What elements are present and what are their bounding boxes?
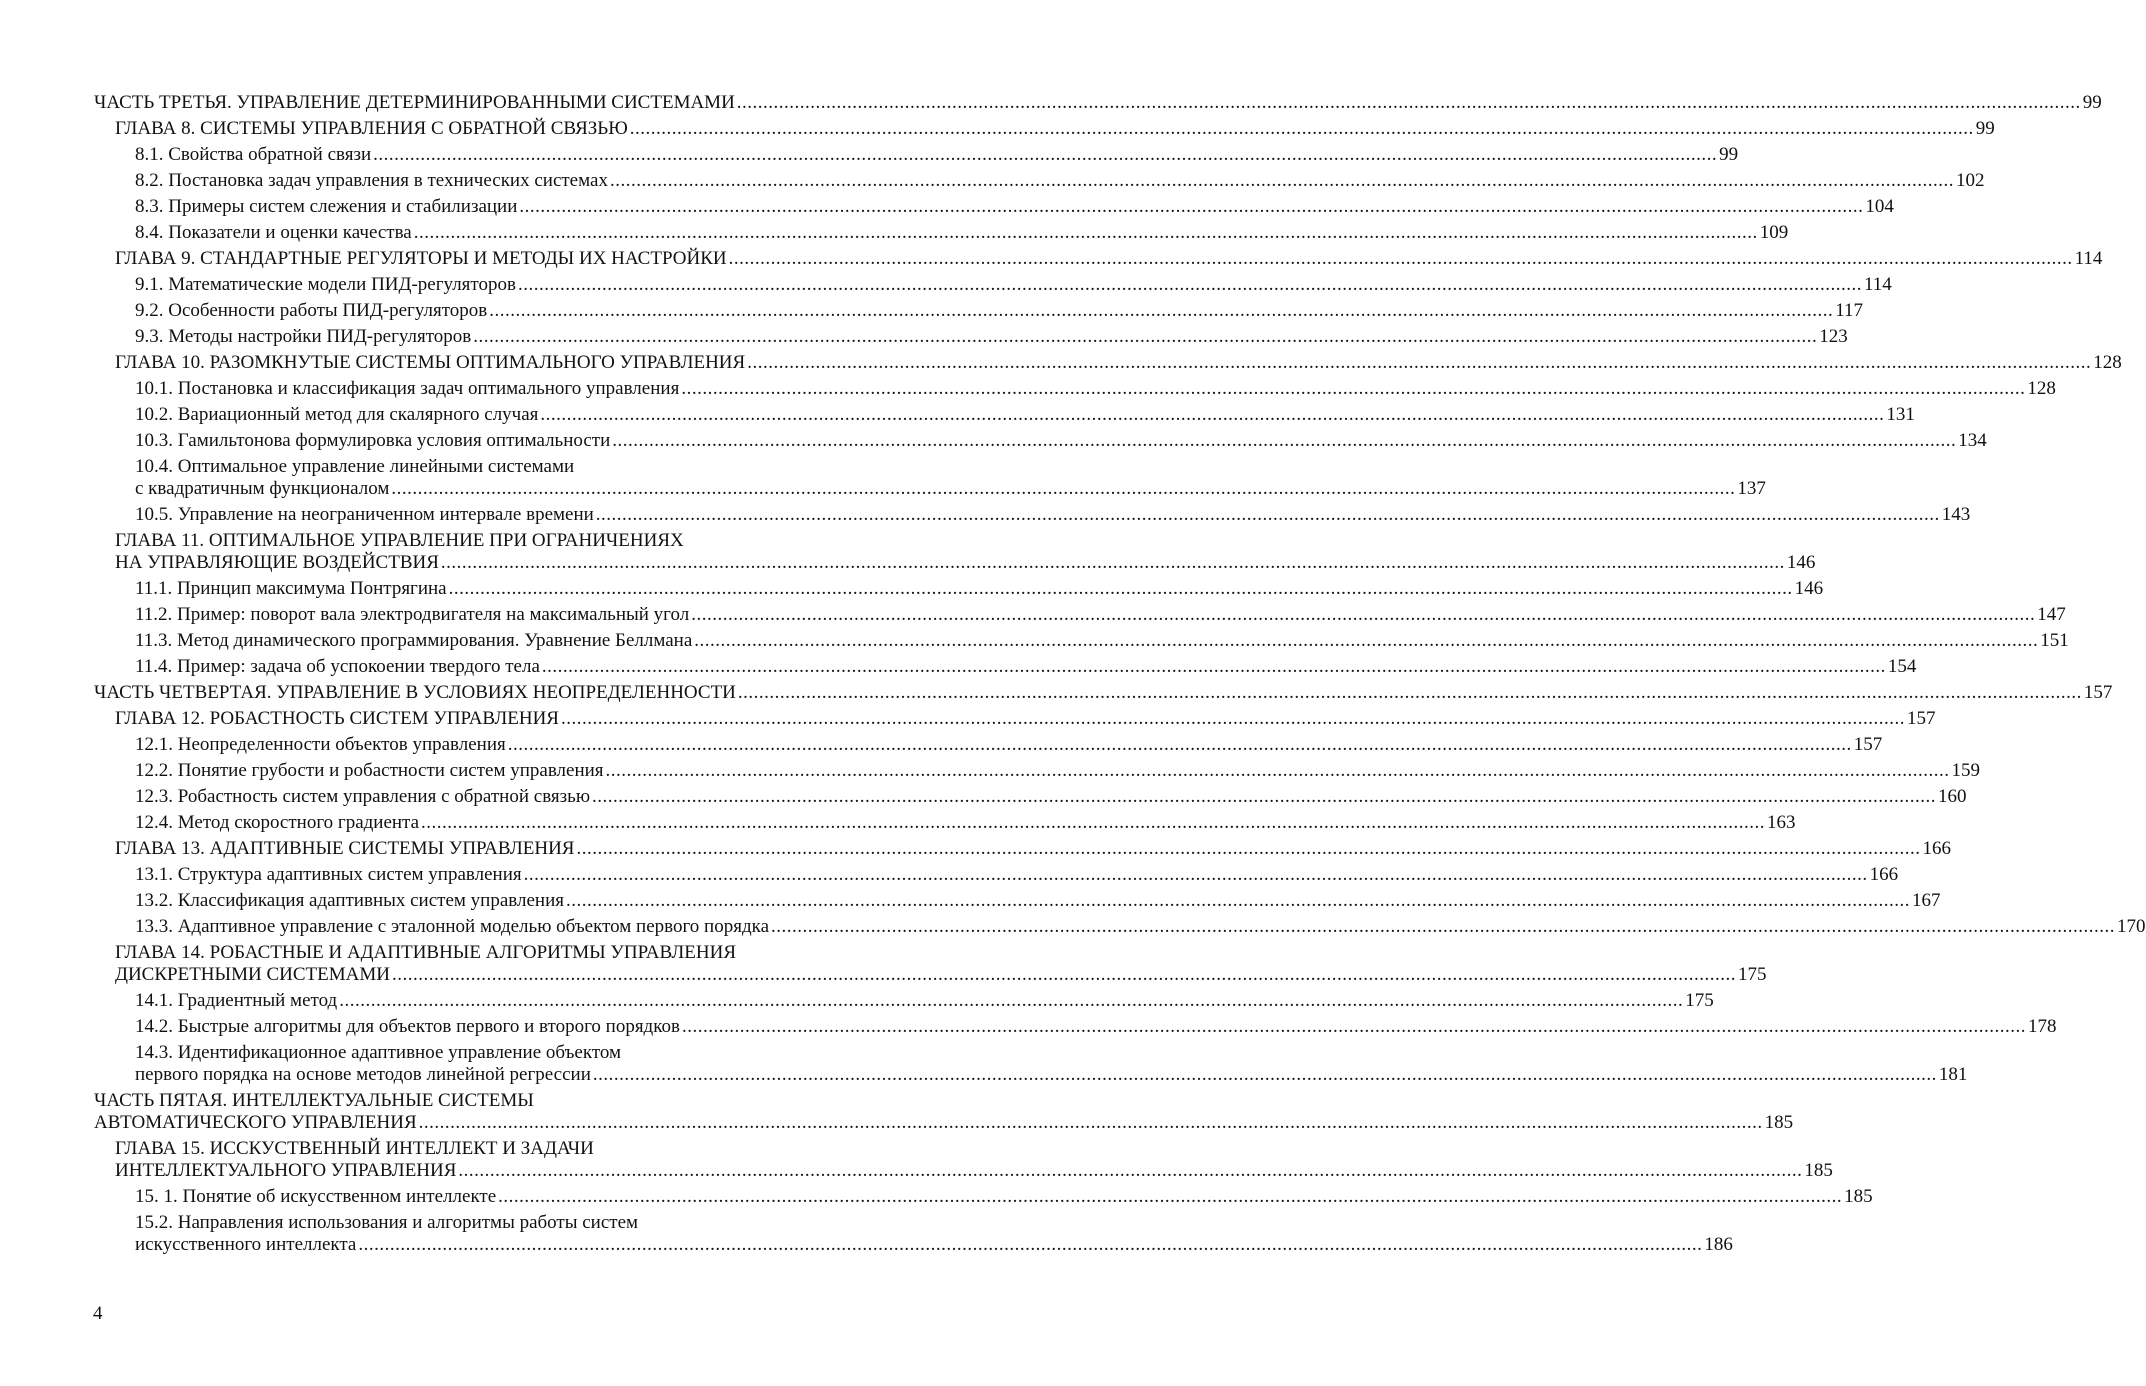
dot-leader [508,734,1852,756]
toc-entry [94,682,2113,704]
toc-entry [94,864,1899,886]
toc-entry-title: 8.4. Показатели и оценки качества [135,222,412,243]
dot-leader [747,352,2091,374]
toc-entry-title: 12.2. Понятие грубости и робастности систем управления [135,760,604,781]
toc-entry [94,942,1767,986]
toc-entry [94,630,2069,652]
toc-entry-page: 151 [2040,630,2069,651]
toc-entry-title: 9.2. Особенности работы ПИД-регуляторов [135,300,488,321]
dot-leader [606,760,1950,782]
toc-entry-title-line: ГЛАВА 14. РОБАСТНЫЕ И АДАПТИВНЫЕ АЛГОРИТМЫ УПРАВЛЕНИЯ [115,942,737,963]
dot-leader [421,812,1765,834]
toc-entry-title: 10.1. Постановка и классификация задач оптимального управления [135,378,680,399]
dot-leader [358,1234,1702,1256]
toc-entry-title: АВТОМАТИЧЕСКОГО УПРАВЛЕНИЯ [94,1112,417,1133]
toc-entry-page: 123 [1819,326,1848,347]
toc-entry-page: 181 [1938,1064,1968,1085]
toc-entry-row [135,630,2069,652]
toc-entry-title-line: 10.4. Оптимальное управление линейными системами [135,456,575,477]
toc-entry-page: 157 [1853,734,1883,755]
toc-entry [94,118,1995,140]
toc-entry-title: ГЛАВА 13. АДАПТИВНЫЕ СИСТЕМЫ УПРАВЛЕНИЯ [115,838,575,859]
toc-entry-title: ЧАСТЬ ЧЕТВЕРТАЯ. УПРАВЛЕНИЕ В УСЛОВИЯХ НЕОПРЕДЕЛЕННОСТИ [94,682,736,703]
toc-entry-page: 175 [1737,964,1767,985]
toc-entry-title: 8.2. Постановка задач управления в технических системах [135,170,608,191]
toc-entry-title: НА УПРАВЛЯЮЩИЕ ВОЗДЕЙСТВИЯ [115,552,439,573]
toc-entry-title: 14.1. Градиентный метод [135,990,338,1011]
toc-entry [94,812,1796,834]
dot-leader [414,222,1758,244]
dot-leader [561,708,1905,730]
dot-leader [441,552,1785,574]
toc-entry-page: 163 [1767,812,1796,833]
toc-entry-page: 157 [1906,708,1936,729]
toc-entry-row [135,812,1796,834]
toc-entry-title: 8.1. Свойства обратной связи [135,144,372,165]
dot-leader [771,916,2115,938]
toc-entry-title: 11.1. Принцип максимума Понтрягина [135,578,447,599]
toc-entry-title: 11.3. Метод динамического программирования. Уравнение Беллмана [135,630,693,651]
toc-entry [94,196,1894,218]
toc-entry-row [135,1064,1968,1086]
toc-entry-title: 15. 1. Понятие об искусственном интеллекте [135,1186,497,1207]
toc-entry-page: 154 [1887,656,1917,677]
toc-entry-row [135,170,1985,192]
toc-entry [94,222,1789,244]
toc-entry [94,1042,1968,1086]
toc-entry-row [135,786,1967,808]
toc-entry [94,1212,1733,1256]
toc-entry-row [135,578,1824,600]
toc-entry-page: 114 [1863,274,1892,295]
toc-entry-row [135,656,1917,678]
dot-leader [489,300,1833,322]
toc-entry [94,656,1917,678]
dot-leader [524,864,1868,886]
toc-entry-title: ГЛАВА 9. СТАНДАРТНЫЕ РЕГУЛЯТОРЫ И МЕТОДЫ ИХ НАСТРОЙКИ [115,248,727,269]
toc-entry-page: 109 [1759,222,1789,243]
toc-entry [94,456,1766,500]
toc-entry-row [135,890,1941,912]
toc-entry [94,170,1985,192]
toc-entry-title-line: ГЛАВА 11. ОПТИМАЛЬНОЕ УПРАВЛЕНИЕ ПРИ ОГРАНИЧЕНИЯХ [115,530,684,551]
dot-leader [392,964,1736,986]
toc-entry-title-line: ЧАСТЬ ПЯТАЯ. ИНТЕЛЛЕКТУАЛЬНЫЕ СИСТЕМЫ [94,1090,534,1111]
toc-entry-row [115,964,1767,986]
toc-entry-page: 117 [1835,300,1864,321]
toc-entry-row [135,326,1848,348]
dot-leader [473,326,1817,348]
dot-leader [681,378,2025,400]
toc-entry-page: 137 [1737,478,1766,499]
toc-entry-page: 147 [2037,604,2066,625]
toc-entry-row [135,604,2066,626]
toc-entry-title: с квадратичным функционалом [135,478,390,499]
dot-leader [630,118,1974,140]
toc-entry-row [115,838,1951,860]
toc-entry-title: 13.1. Структура адаптивных систем управления [135,864,522,885]
dot-leader [339,990,1683,1012]
toc-entry [94,1186,1873,1208]
toc-entry [94,916,2146,938]
dot-leader [596,504,1940,526]
dot-leader [518,274,1862,296]
dot-leader [610,170,1954,192]
toc-entry-page: 178 [2027,1016,2057,1037]
toc-entry-page: 160 [1938,786,1967,807]
toc-entry [94,144,1739,166]
toc-entry [94,248,2103,270]
toc-entry [94,734,1883,756]
dot-leader [691,604,2035,626]
toc-entry-row [135,196,1894,218]
toc-entry-page: 170 [2117,916,2146,937]
toc-entry [94,708,1936,730]
toc-entry-row [135,1016,2057,1038]
toc-entry-page: 114 [2074,248,2103,269]
dot-leader [498,1186,1842,1208]
toc-entry-title: 10.2. Вариационный метод для скалярного случая [135,404,539,425]
toc-entry-page: 159 [1951,760,1981,781]
toc-entry-title: ДИСКРЕТНЫМИ СИСТЕМАМИ [115,964,390,985]
toc-entry-row [135,274,1892,296]
toc-entry-page: 185 [1844,1186,1873,1207]
dot-leader [737,92,2081,114]
toc-entry [94,990,1714,1012]
toc-entry [94,300,1864,322]
toc-entry-row [135,864,1899,886]
toc-entry-title: первого порядка на основе методов линейной регрессии [135,1064,591,1085]
page-number: 4 [93,1303,103,1324]
toc-entry-page: 146 [1794,578,1824,599]
toc-entry-row [94,1112,1794,1134]
toc-entry-row [115,1160,1833,1182]
toc-entry-page: 134 [1958,430,1987,451]
dot-leader [542,656,1886,678]
toc-entry-page: 167 [1911,890,1941,911]
toc-entry-page: 146 [1786,552,1816,573]
toc-entry-title: 12.1. Неопределенности объектов управления [135,734,506,755]
dot-leader [391,478,1735,500]
toc-entry [94,1016,2057,1038]
toc-entry-page: 104 [1865,196,1894,217]
toc-entry-title: 10.3. Гамильтонова формулировка условия оптимальности [135,430,611,451]
toc-entry-title: ГЛАВА 12. РОБАСТНОСТЬ СИСТЕМ УПРАВЛЕНИЯ [115,708,559,729]
toc-entry [94,326,1848,348]
toc-entry-title: ЧАСТЬ ТРЕТЬЯ. УПРАВЛЕНИЕ ДЕТЕРМИНИРОВАННЫМИ СИСТЕМАМИ [94,92,735,113]
toc-entry-title-line: 14.3. Идентификационное адаптивное управление объектом [135,1042,622,1063]
toc-entry-page: 143 [1941,504,1971,525]
toc-entry-row [135,734,1883,756]
toc-entry-title: 13.3. Адаптивное управление с эталонной моделью объектом первого порядка [135,916,770,937]
toc-entry-page: 175 [1685,990,1714,1011]
toc-entry-row [135,990,1714,1012]
toc-entry-title: 9.3. Методы настройки ПИД-регуляторов [135,326,472,347]
toc-entry-page: 166 [1869,864,1899,885]
toc-entry [94,404,1915,426]
toc-entry-page: 157 [2083,682,2113,703]
dot-leader [593,1064,1937,1086]
toc-entry-title: 14.2. Быстрые алгоритмы для объектов первого и второго порядков [135,1016,680,1037]
toc-entry [94,604,2066,626]
toc-entry-page: 99 [1719,144,1739,165]
dot-leader [682,1016,2026,1038]
toc-entry-title: 13.2. Классификация адаптивных систем управления [135,890,564,911]
toc-entry [94,838,1951,860]
toc-entry-row [135,144,1739,166]
toc-entry-title: 8.3. Примеры систем слежения и стабилизации [135,196,518,217]
toc-entry-row [135,478,1766,500]
toc-entry [94,1090,1794,1134]
toc-entry-row [94,682,2113,704]
toc-entry-row [135,300,1864,322]
toc-entry-row [115,552,1816,574]
dot-leader [449,578,1793,600]
toc-entry [94,352,2122,374]
toc-entry-row [115,708,1936,730]
toc-entry [94,530,1816,574]
toc-entry-row [135,222,1789,244]
dot-leader [612,430,1956,452]
dot-leader [458,1160,1802,1182]
dot-leader [566,890,1910,912]
dot-leader [576,838,1920,860]
toc-entry-page: 102 [1955,170,1985,191]
toc-entry [94,760,1981,782]
toc-entry [94,578,1824,600]
toc-entry-page: 185 [1764,1112,1794,1133]
toc-entry-title: 12.3. Робастность систем управления с обратной связью [135,786,591,807]
dot-leader [729,248,2073,270]
toc-entry-row [135,1186,1873,1208]
toc-entry-title: ГЛАВА 8. СИСТЕМЫ УПРАВЛЕНИЯ С ОБРАТНОЙ СВЯЗЬЮ [115,118,628,139]
dot-leader [373,144,1717,166]
toc-entry [94,274,1892,296]
toc-entry-row [135,760,1981,782]
toc-entry-title-line: 15.2. Направления использования и алгоритмы работы систем [135,1212,639,1233]
toc-entry-title: искусственного интеллекта [135,1234,357,1255]
toc-entry [94,1138,1833,1182]
toc-entry-page: 99 [1975,118,1995,139]
toc-entry-title: 12.4. Метод скоростного градиента [135,812,420,833]
dot-leader [592,786,1936,808]
toc-entry-row [135,430,1987,452]
toc-entry-page: 131 [1886,404,1915,425]
toc-entry-row [94,92,2102,114]
toc-entry-title: ГЛАВА 10. РАЗОМКНУТЫЕ СИСТЕМЫ ОПТИМАЛЬНОГО УПРАВЛЕНИЯ [115,352,746,373]
toc-entry-page: 99 [2082,92,2102,113]
toc-entry [94,890,1941,912]
toc-entry-row [135,916,2146,938]
dot-leader [519,196,1863,218]
toc-entry [94,430,1987,452]
toc-entry-title: ИНТЕЛЛЕКТУАЛЬНОГО УПРАВЛЕНИЯ [115,1160,457,1181]
toc-entry-row [115,248,2103,270]
toc-entry-row [115,118,1995,140]
toc-entry [94,504,1971,526]
table-of-contents [94,92,2146,1260]
toc-entry-title: 9.1. Математические модели ПИД-регуляторов [135,274,516,295]
toc-entry [94,378,2056,400]
toc-entry-row [135,378,2056,400]
toc-entry-row [115,352,2122,374]
toc-entry [94,92,2102,114]
toc-entry-title: 10.5. Управление на неограниченном интервале времени [135,504,594,525]
dot-leader [694,630,2038,652]
toc-entry-page: 128 [2093,352,2122,373]
dot-leader [738,682,2082,704]
toc-entry-page: 128 [2027,378,2056,399]
toc-entry-title: 11.4. Пример: задача об успокоении твердого тела [135,656,540,677]
toc-entry-row [135,404,1915,426]
toc-entry-title: 11.2. Пример: поворот вала электродвигателя на максимальный угол [135,604,690,625]
toc-entry [94,786,1967,808]
dot-leader [419,1112,1763,1134]
toc-entry-page: 186 [1704,1234,1733,1255]
toc-entry-page: 185 [1804,1160,1833,1181]
toc-entry-title-line: ГЛАВА 15. ИССКУСТВЕННЫЙ ИНТЕЛЛЕКТ И ЗАДАЧИ [115,1138,594,1159]
dot-leader [540,404,1884,426]
toc-entry-row [135,504,1971,526]
toc-entry-row [135,1234,1733,1256]
toc-entry-page: 166 [1922,838,1951,859]
